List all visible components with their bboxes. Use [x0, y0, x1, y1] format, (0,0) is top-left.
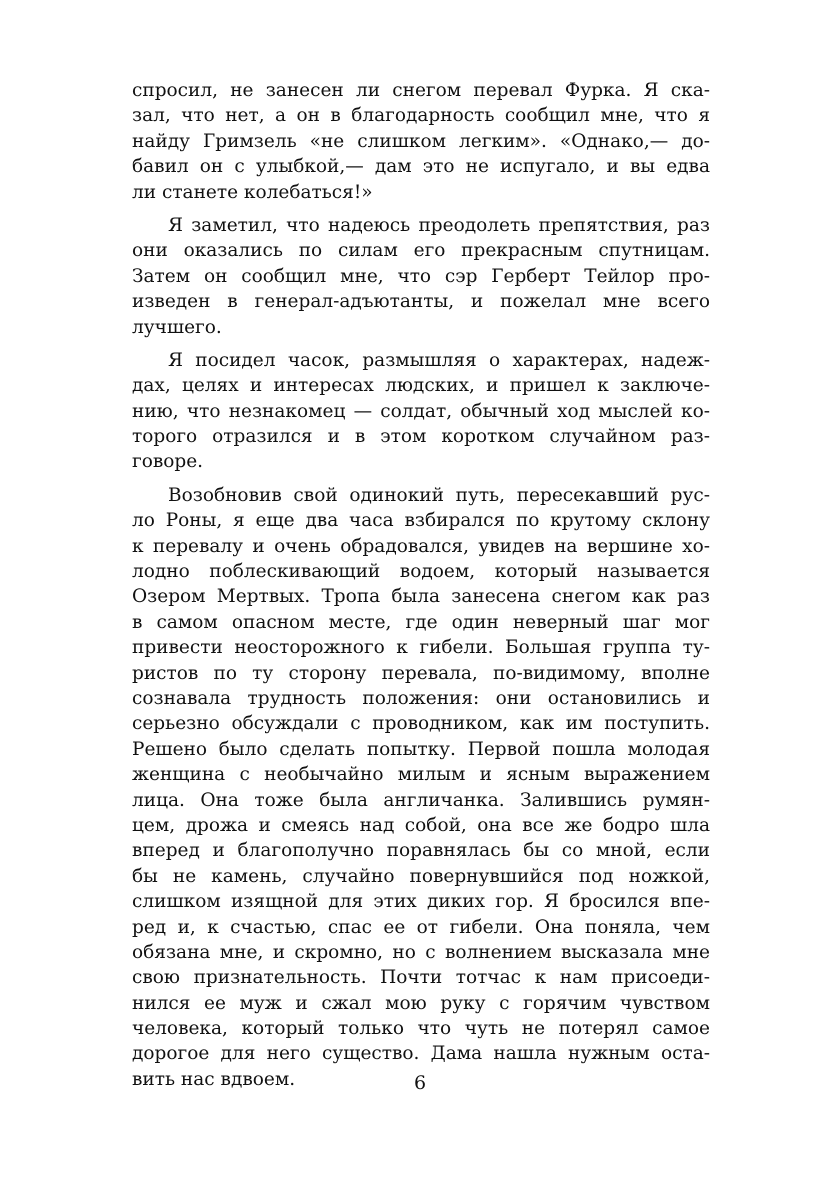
- text-line: дах, целях и интересах людских, и пришел к заключе-: [132, 375, 710, 397]
- text-line: обязана мне, и скромно, но с волнением высказала мне: [132, 941, 710, 963]
- paragraph-2: [132, 213, 710, 340]
- text-line: человека, который только что чуть не потерял самое: [132, 1018, 710, 1040]
- text-line: серьезно обсуждали с проводником, как им поступить.: [132, 713, 710, 735]
- text-line: нию, что незнакомец — солдат, обычный ход мыслей ко-: [132, 400, 710, 422]
- text-line: говоре.: [132, 451, 204, 473]
- text-line: Возобновив свой одинокий путь, пересекавший рус-: [168, 484, 710, 506]
- text-line: Озером Мертвых. Тропа была занесена снегом как раз: [132, 586, 710, 608]
- paragraph-3: [132, 348, 710, 475]
- text-line: ристов по ту сторону перевала, по-видимому, вполне: [132, 662, 710, 684]
- text-line: вперед и благополучно поравнялась бы со мной, если: [132, 840, 710, 862]
- text-line: Затем он сообщил мне, что сэр Герберт Тейлор про-: [132, 265, 710, 287]
- text-line: цем, дрожа и смеясь над собой, она все же бодро шла: [132, 814, 710, 836]
- text-line: лодно поблескивающий водоем, который называется: [132, 561, 710, 583]
- text-line: Решено было сделать попытку. Первой пошла молодая: [132, 738, 710, 760]
- text-line: они оказались по силам его прекрасным спутницам.: [132, 240, 710, 262]
- text-line: ред и, к счастью, спас ее от гибели. Она поняла, чем: [132, 916, 710, 938]
- text-line: сознавала трудность положения: они остановились и: [132, 687, 710, 709]
- text-line: лучшего.: [132, 316, 222, 338]
- text-line: ли станете колебаться!»: [132, 181, 373, 203]
- text-line: спросил, не занесен ли снегом перевал Фурка. Я ска-: [132, 80, 710, 101]
- text-line: в самом опасном месте, где один неверный шаг мог: [132, 611, 710, 633]
- paragraph-4: [132, 483, 710, 1092]
- text-line: к перевалу и очень обрадовался, увидев на вершине хо-: [132, 535, 710, 557]
- text-line: торого отразился и в этом коротком случайном раз-: [132, 426, 710, 448]
- text-line: нился ее муж и сжал мою руку с горячим чувством: [132, 992, 710, 1014]
- text-line: слишком изящной для этих диких гор. Я бросился впе-: [132, 891, 710, 913]
- text-line: вить нас вдвоем.: [132, 1068, 296, 1090]
- text-line: Я посидел часок, размышляя о характерах, надеж-: [168, 349, 710, 371]
- text-line: свою признательность. Почти тотчас к нам присоеди-: [132, 967, 710, 989]
- paragraph-1: [132, 78, 710, 205]
- text-line: изведен в генерал-адъютанты, и пожелал мне всего: [132, 291, 710, 313]
- text-line: дорогое для него существо. Дама нашла нужным оста-: [132, 1043, 710, 1065]
- text-line: женщина с необычайно милым и ясным выражением: [132, 764, 710, 786]
- text-line: бавил он с улыбкой,— дам это не испугало, и вы едва: [132, 156, 710, 178]
- text-line: ло Роны, я еще два часа взбирался по крутому склону: [132, 510, 710, 532]
- text-line: привести неосторожного к гибели. Большая группа ту-: [132, 637, 710, 659]
- text-line: найду Гримзель «не слишком легким». «Однако,— до-: [132, 130, 710, 152]
- page-text: [132, 78, 710, 1100]
- text-line: Я заметил, что надеюсь преодолеть препятствия, раз: [168, 214, 710, 236]
- text-line: зал, что нет, а он в благодарность сообщил мне, что я: [132, 105, 710, 127]
- page-number: 6: [413, 1072, 427, 1094]
- text-line: лица. Она тоже была англичанка. Залившись румян-: [132, 789, 710, 811]
- text-line: бы не камень, случайно повернувшийся под ножкой,: [132, 865, 710, 887]
